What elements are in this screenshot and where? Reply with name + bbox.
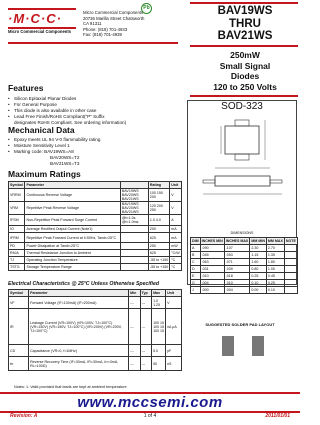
table-cell: Storage Temperature Range — [25, 264, 120, 271]
mechanical-heading: Mechanical Data — [8, 125, 75, 135]
dim-cell — [284, 251, 297, 258]
title-line: BAV21WS — [217, 30, 273, 42]
table-cell: nS — [166, 357, 182, 371]
dim-cell — [284, 258, 297, 265]
dim-cell: 0.80 — [250, 265, 267, 272]
package-drawing — [195, 118, 290, 213]
table-row — [9, 357, 182, 371]
feature-item: • Silicon Epitaxial Planar Diodes — [14, 97, 76, 102]
logo-bar-top — [8, 8, 76, 10]
dim-cell: 0.10 — [266, 286, 284, 293]
table-row — [9, 226, 182, 233]
table-row — [9, 250, 182, 257]
package-name: SOD-323 — [221, 101, 263, 112]
table-row — [9, 297, 182, 309]
dim-cell: 0.45 — [266, 272, 284, 279]
solder-pad-left — [222, 336, 234, 356]
table-cell: °C — [170, 264, 182, 271]
table-cell: 120 200 250 — [148, 202, 169, 215]
table-cell — [120, 226, 148, 233]
header-divider-left — [8, 42, 178, 44]
table-header-cell: Unit — [170, 182, 182, 189]
company-address — [83, 10, 144, 38]
table-cell: --- — [129, 357, 141, 371]
table-row — [9, 243, 182, 250]
dim-cell: .010 — [224, 279, 250, 286]
table-cell: °C — [170, 257, 182, 264]
table-cell: Forward Voltage (IF=100mA) (IF=200mA) — [29, 297, 129, 309]
feature-item: • For General Purpose — [14, 103, 57, 108]
table-cell: --- — [129, 345, 141, 357]
mechanical-item: • Epoxy meets UL 94 V-0 flammability rating — [14, 138, 100, 143]
solder-pad-title: SUGGESTED SOLDER PAD LAYOUT — [205, 322, 275, 327]
table-cell: TJ — [9, 257, 25, 264]
subtitle-line: Small Signal — [219, 60, 271, 71]
dim-cell: .004 — [200, 279, 224, 286]
table-cell: IFSM — [9, 215, 25, 226]
dim-cell: C — [191, 258, 201, 265]
dim-cell: D — [191, 265, 201, 272]
table-cell: 100 150 200 — [148, 189, 169, 202]
page-number: 1 of 4 — [143, 413, 157, 419]
dim-cell: .063 — [200, 258, 224, 265]
company-line: Micro Commercial Components — [83, 10, 144, 15]
table-cell: Repetitive Peak Forward Current at f=50Hz, Tamb=25°C — [25, 233, 120, 243]
title-bar-bottom — [190, 45, 298, 47]
table-cell: Non-Repetitive Peak Forward Surge Current — [25, 215, 120, 226]
table-cell: nA μA — [166, 309, 182, 345]
table-cell: 625 — [148, 250, 169, 257]
subtitle-line: 120 to 250 Volts — [213, 81, 277, 92]
table-cell: IR — [9, 309, 29, 345]
dim-cell: 1.00 — [266, 265, 284, 272]
dim-cell: .004 — [224, 286, 250, 293]
subtitle-bar — [190, 95, 298, 97]
part-number-title — [190, 5, 300, 43]
company-line: 20736 Marilla Street Chatsworth — [83, 15, 145, 21]
dim-cell: .071 — [224, 258, 250, 265]
dim-header-cell: MM MAX — [267, 238, 283, 243]
table-header-cell — [120, 182, 148, 189]
feature-item-continued: designates RoHS Compliant. See ordering information) — [14, 120, 127, 125]
table-cell: pF — [166, 345, 182, 357]
dim-header-cell: DIM — [192, 238, 199, 243]
dim-row — [191, 244, 298, 251]
dim-header-cell: INCHES MAX — [225, 238, 249, 243]
table-row — [9, 345, 182, 357]
dim-header-row — [191, 237, 298, 244]
footnote: Notes: 1. Valid provided that leads are kept at ambient temperature — [14, 385, 127, 389]
company-line: Phone: (818) 701-4933 — [83, 26, 128, 32]
dim-cell: .039 — [224, 265, 250, 272]
dim-cell: .018 — [224, 272, 250, 279]
table-cell: Continuous Reverse Voltage — [25, 189, 120, 202]
table-header-cell: Parameter — [29, 290, 129, 297]
electrical-table — [8, 289, 182, 371]
dim-cell: E — [191, 272, 201, 279]
table-row — [9, 215, 182, 226]
table-cell: --- — [140, 309, 151, 345]
table-cell: Leakage Current (VR=100V) (VR=100V, TJ=100°C) (VR=150V) (VR=150V, TJ=100°C) (VR=200V) (VR=200V, TJ=100°C) — [29, 309, 129, 345]
table-header-cell: Symbol — [10, 183, 23, 187]
table-cell — [120, 243, 148, 250]
table-header-cell: Typ — [140, 290, 151, 297]
dim-cell: 1.15 — [250, 251, 267, 258]
marking-code: BAV20WS=T2 — [50, 155, 80, 160]
table-cell: Capacitance (VR=0, f=1MHz) — [29, 345, 129, 357]
dim-cell: .000 — [200, 286, 224, 293]
table-cell: BAV19WS BAV20WS BAV21WS — [120, 202, 148, 215]
dim-row — [191, 286, 298, 293]
table-cell: 1.0 1.25 — [152, 297, 166, 309]
features-heading: Features — [8, 83, 44, 93]
dim-cell: 1.80 — [266, 258, 284, 265]
table-cell: Reverse Recovery Time (IF=30mA, IR=30mA, Irr=3mA, RL=100Ω) — [29, 357, 129, 371]
table-cell: trr — [9, 357, 29, 371]
table-cell — [120, 257, 148, 264]
table-row — [9, 189, 182, 202]
mechanical-item: • Moisture Sensitivity Level 1 — [14, 144, 70, 149]
dim-row — [191, 279, 298, 286]
dim-cell — [284, 286, 297, 293]
dim-cell: .010 — [200, 272, 224, 279]
table-cell: --- — [129, 297, 141, 309]
table-cell: Average Rectified Output Current (Note1) — [25, 226, 120, 233]
table-cell: IO — [9, 226, 25, 233]
table-row — [9, 257, 182, 264]
max-ratings-heading: Maximum Ratings — [8, 169, 81, 179]
dim-cell — [284, 279, 297, 286]
table-cell — [120, 250, 148, 257]
solder-pad-right — [252, 336, 264, 356]
table-cell: Repetitive Peak Reverse Voltage — [25, 202, 120, 215]
title-line: BAV19WS — [217, 5, 273, 17]
table-cell: mA — [170, 226, 182, 233]
table-cell: V — [170, 202, 182, 215]
table-header-row — [9, 290, 182, 297]
company-line: Fax: (818) 701-4939 — [83, 32, 122, 38]
table-cell: VF — [9, 297, 29, 309]
dim-cell — [284, 265, 297, 272]
table-header-cell: Symbol — [9, 290, 29, 297]
dim-header-cell: NOTE — [285, 238, 296, 243]
table-header-cell: Unit — [166, 290, 182, 297]
table-cell: 250 — [148, 243, 169, 250]
title-bar-top — [190, 2, 298, 4]
table-cell: IFRM — [9, 233, 25, 243]
dim-row — [191, 258, 298, 265]
table-cell: --- — [140, 357, 151, 371]
table-cell: PD — [9, 243, 25, 250]
table-row — [9, 233, 182, 243]
table-cell: --- — [140, 297, 151, 309]
table-cell — [120, 264, 148, 271]
subtitle-line: 250mW — [230, 50, 260, 60]
table-cell: Thermal Resistance Junction to Ambient — [25, 250, 120, 257]
dim-cell: 2.70 — [266, 244, 284, 251]
table-cell: V — [170, 189, 182, 202]
table-cell: A — [170, 215, 182, 226]
dim-row — [191, 251, 298, 258]
mechanical-item: • Marking code: BAV19WS=A8 — [14, 150, 74, 155]
table-cell: VRRM — [9, 189, 25, 202]
dim-cell: 0.25 — [266, 279, 284, 286]
logo-subtitle: Micro Commercial Components — [8, 29, 72, 34]
dim-row — [191, 265, 298, 272]
dim-cell: 1.60 — [250, 258, 267, 265]
dim-cell: .107 — [224, 244, 250, 251]
table-cell: -55 to +150 — [149, 265, 169, 269]
dim-cell: G — [191, 279, 201, 286]
feature-item: • This diode is also available in other case — [14, 109, 96, 114]
table-cell: VRM — [9, 202, 25, 215]
dim-header-cell: MM MIN — [251, 238, 265, 243]
website-link[interactable]: www.mccsemi.com — [77, 394, 223, 411]
dim-cell: 0.25 — [250, 272, 267, 279]
table-cell: Power Dissipation at Tamb=25°C — [25, 243, 120, 250]
feature-item: • Lead Free Finish/RoHS Compliant("P" Suffix — [14, 115, 105, 120]
dim-cell: .031 — [200, 265, 224, 272]
table-cell: 100 15 100 15 100 15 — [152, 309, 166, 345]
dim-cell: .090 — [200, 244, 224, 251]
table-cell: 625 — [148, 233, 169, 243]
dim-cell: 0.10 — [250, 279, 267, 286]
table-cell: °C/W — [171, 251, 180, 255]
electrical-heading: Electrical Characteristics @ 25°C Unless Otherwise Specified — [8, 281, 160, 287]
dim-cell: J — [191, 286, 201, 293]
dim-cell: 2.30 — [250, 244, 267, 251]
table-cell: -55 to +150 — [149, 258, 169, 262]
mcc-logo: ·M·C·C· — [8, 11, 62, 26]
subtitle-line: Diodes — [230, 71, 260, 81]
lead-free-pb-icon: Pb — [141, 3, 152, 14]
table-cell: TSTG — [9, 264, 25, 271]
table-cell: RθJA — [9, 250, 25, 257]
table-cell: mW — [170, 243, 182, 250]
table-cell: 5.0 — [152, 345, 166, 357]
dim-cell: A — [191, 244, 201, 251]
table-cell — [120, 233, 148, 243]
dim-header-cell: INCHES MIN — [201, 238, 223, 243]
dim-cell: 1.35 — [266, 251, 284, 258]
dim-row — [191, 272, 298, 279]
table-cell: mA — [170, 233, 182, 243]
max-ratings-table — [8, 181, 182, 271]
table-cell: @t<1.0s @t<1.0ms — [120, 215, 148, 226]
table-header-cell: Parameter — [25, 182, 120, 189]
table-cell: --- — [140, 345, 151, 357]
table-cell: CD — [9, 345, 29, 357]
table-cell: V — [166, 297, 182, 309]
dim-cell: B — [191, 251, 201, 258]
marking-code: BAV21WS=T3 — [50, 161, 80, 166]
table-cell: 1.0 4.0 — [148, 215, 169, 226]
table-cell: 50 — [152, 357, 166, 371]
table-cell: --- — [129, 309, 141, 345]
table-cell: Operating Junction Temperature — [25, 257, 120, 264]
table-header-cell: Rating — [148, 182, 169, 189]
table-header-cell: Min — [129, 290, 141, 297]
dim-cell: 0.00 — [250, 286, 267, 293]
table-cell: BAV19WS BAV20WS BAV21WS — [120, 189, 148, 202]
dimensions-title: DIMENSIONS — [230, 231, 254, 235]
dim-cell: .045 — [200, 251, 224, 258]
dim-cell — [284, 244, 297, 251]
product-subtitle — [190, 50, 300, 92]
table-header-cell: Max — [152, 290, 166, 297]
table-row — [9, 202, 182, 215]
title-line: THRU — [229, 17, 261, 30]
revision-label: Revision: A — [10, 413, 38, 419]
table-header-row — [9, 182, 182, 189]
table-cell: 200 — [148, 226, 169, 233]
revision-date: 2011/01/01 — [265, 413, 290, 419]
dim-cell — [284, 272, 297, 279]
dim-cell: .053 — [224, 251, 250, 258]
table-row — [9, 264, 182, 271]
dimensions-table — [190, 232, 298, 294]
table-row — [9, 309, 182, 345]
company-line: CA 91311 — [83, 21, 102, 27]
